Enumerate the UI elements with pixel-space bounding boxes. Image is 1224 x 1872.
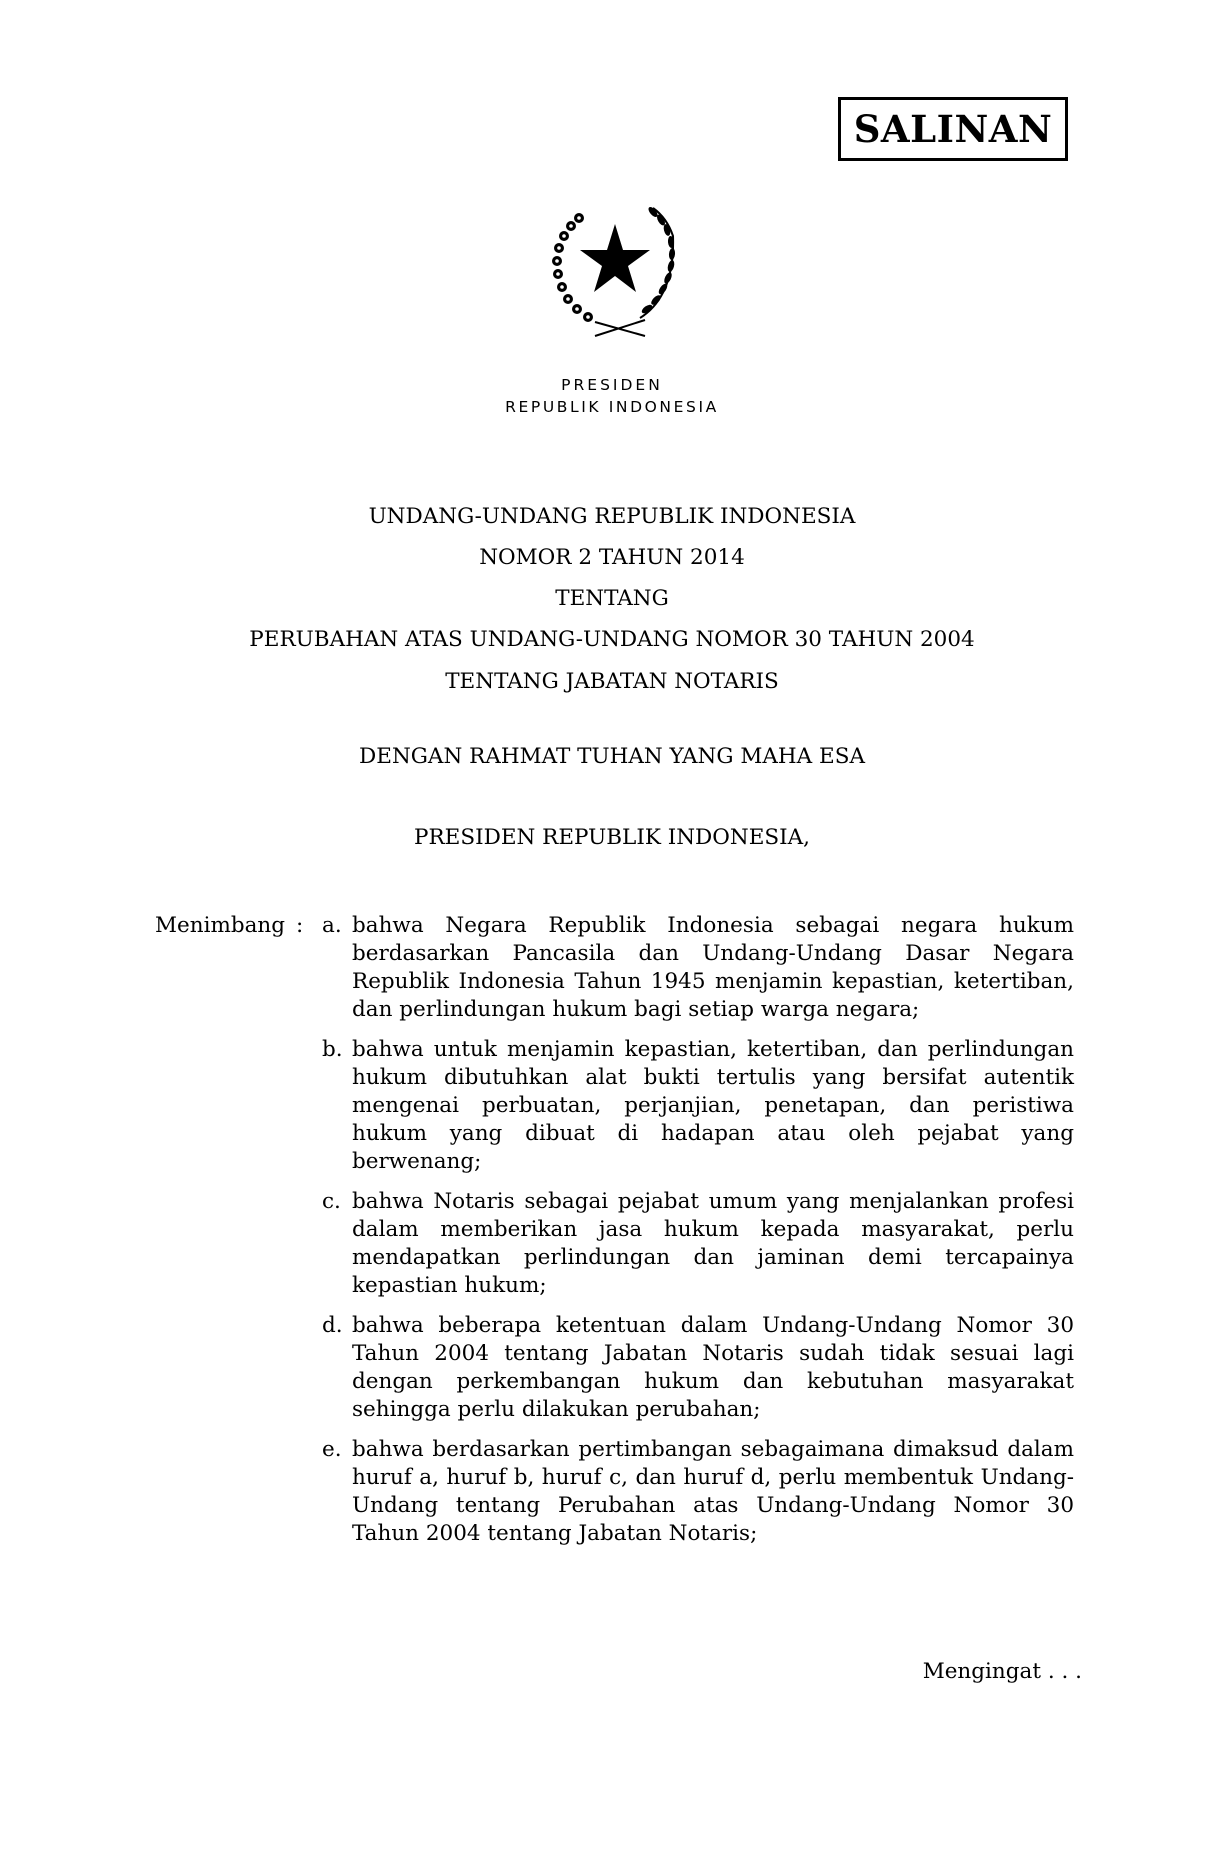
- list-item: [322, 912, 1074, 1024]
- law-about: TENTANG: [555, 586, 669, 611]
- list-item: [322, 1436, 1074, 1548]
- item-marker: e.: [322, 1437, 342, 1462]
- emblem-caption-president: PRESIDEN: [561, 376, 663, 394]
- invocation: DENGAN RAHMAT TUHAN YANG MAHA ESA: [359, 744, 865, 769]
- item-marker: d.: [322, 1313, 343, 1338]
- item-text: bahwa Negara Republik Indonesia sebagai negara hukum berdasarkan Pancasila dan Undang-Undang Dasar Negara Republik Indonesia Tahun 1945 menjamin kepastian, ketertiban, dan perlindungan hukum bagi setiap warga negara;: [352, 913, 1074, 1022]
- law-subject-continued: TENTANG JABATAN NOTARIS: [445, 669, 779, 694]
- enacting-authority: PRESIDEN REPUBLIK INDONESIA,: [414, 825, 810, 850]
- list-item: [322, 1036, 1074, 1176]
- item-text: bahwa berdasarkan pertimbangan sebagaimana dimaksud dalam huruf a, huruf b, huruf c, dan huruf d, perlu membentuk Undang-Undang tentang Perubahan atas Undang-Undang Nomor 30 Tahun 2004 tentang Jabatan Notaris;: [352, 1437, 1074, 1546]
- garuda-star-emblem-icon: [535, 196, 695, 346]
- item-text: bahwa untuk menjamin kepastian, ketertiban, dan perlindungan hukum dibutuhkan alat bukti tertulis yang bersifat autentik mengenai perbuatan, perjanjian, penetapan, dan peristiwa hukum yang dibuat di hadapan atau oleh pejabat yang berwenang;: [352, 1037, 1074, 1174]
- item-text: bahwa beberapa ketentuan dalam Undang-Undang Nomor 30 Tahun 2004 tentang Jabatan Notaris sudah tidak sesuai lagi dengan perkembangan hukum dan kebutuhan masyarakat sehingga perlu dilakukan perubahan;: [352, 1313, 1074, 1422]
- continuation-catchword: Mengingat . . .: [922, 1659, 1082, 1684]
- law-subject: PERUBAHAN ATAS UNDANG-UNDANG NOMOR 30 TAHUN 2004: [249, 627, 975, 652]
- item-marker: a.: [322, 913, 342, 938]
- law-title: UNDANG-UNDANG REPUBLIK INDONESIA: [368, 504, 856, 529]
- emblem-caption-republic: REPUBLIK INDONESIA: [505, 398, 719, 416]
- salinan-stamp: SALINAN: [838, 97, 1068, 161]
- item-marker: b.: [322, 1037, 343, 1062]
- item-marker: c.: [322, 1189, 341, 1214]
- item-text: bahwa Notaris sebagai pejabat umum yang menjalankan profesi dalam memberikan jasa hukum kepada masyarakat, perlu mendapatkan perlindungan dan jaminan demi tercapainya kepastian hukum;: [352, 1189, 1074, 1298]
- list-item: [322, 1312, 1074, 1424]
- considering-label: Menimbang: [155, 913, 286, 938]
- considering-list: [322, 912, 1074, 1560]
- list-item: [322, 1188, 1074, 1300]
- considering-colon: :: [296, 913, 304, 938]
- law-number: NOMOR 2 TAHUN 2014: [479, 545, 745, 570]
